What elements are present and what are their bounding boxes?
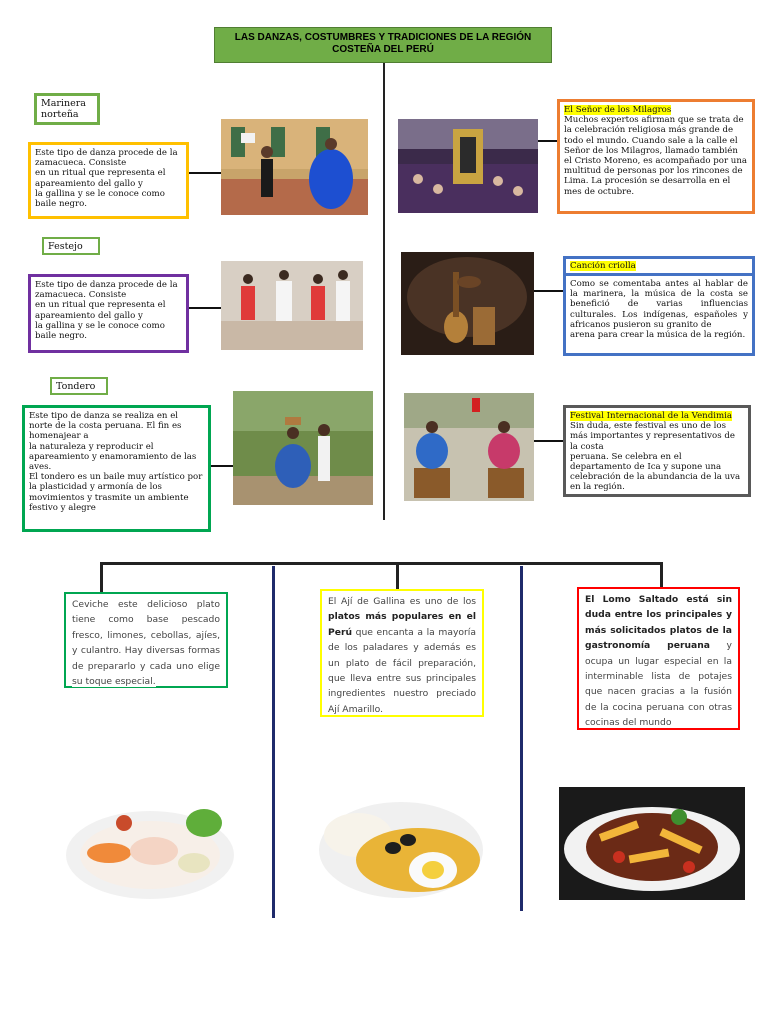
food-connector-drop [396,562,399,590]
aji-gallina-photo [318,790,485,901]
tradition-text: Muchos expertos afirman que se trata de la celebración religiosa más grande de todo el mundo. Cuando sale a la calle el Señor de los Milagros, llamado también el Cristo Moreno, es acompañado por una multitud de personas por los rincones de Lima. La procesión se desarrolla en el mes de octubre. [564,115,747,197]
tradition-vendimia [563,405,751,497]
connector [534,290,564,292]
tradition-heading: Canción criolla [570,261,636,271]
connector [538,140,558,142]
connector [534,440,564,442]
dance-text-festejo: Este tipo de danza procede de la zamacueca. Consiste en un ritual que representa el apareamiento del gallo y la gallina y se le conoce como baile negro. [28,274,189,353]
food-text-bold: platos más populares en el Perú [328,611,476,638]
dance-label-festejo: Festejo [42,237,100,255]
connector [189,307,221,309]
center-divider [383,63,385,520]
connector [189,172,221,174]
marinera-photo [221,119,368,215]
dance-text-marinera: Este tipo de danza procede de la zamacueca. Consiste en un ritual que representa el apareamiento del gallo y la gallina y se le conoce como baile negro. [28,142,189,219]
tradition-senor-milagros [557,99,755,214]
tradition-heading: Festival Internacional de la Vendimia [570,411,732,421]
page-title: LAS DANZAS, COSTUMBRES Y TRADICIONES DE LA REGIÓN COSTEÑA DEL PERÚ [214,27,552,63]
cancion-criolla-photo [401,252,534,355]
senor-milagros-photo [398,119,538,213]
food-divider [520,566,523,911]
vendimia-photo [404,393,534,501]
connector [211,465,233,467]
food-connector-drop [660,562,663,588]
festejo-photo [221,261,363,350]
lomo-saltado-photo [559,787,745,900]
dance-text-tondero: Este tipo de danza se realiza en el norte de la costa peruana. El fin es homenajear a la naturaleza y reproducir el apareamiento y enamoramiento de las aves. El tondero es un baile muy artístico por la plasticidad y armonía de los movimientos y trasmite un ambiente festivo y alegre [22,405,211,532]
tondero-photo [233,391,373,505]
food-text: El Ají de Gallina es uno de los [328,596,476,607]
food-lomo-saltado [577,587,740,730]
tradition-text: Sin duda, este festival es uno de los más importantes y representativos de la costa peruana. Se celebra en el departamento de Ica y supone una celebración de la abundancia de la uva en la región. [570,421,741,493]
tradition-heading: El Señor de los Milagros [564,105,672,115]
food-aji-gallina [320,589,484,717]
food-ceviche [64,592,228,688]
food-text-bold: El Lomo Saltado está sin duda entre los principales y más solicitados platos de la gastronomía peruana [585,594,732,652]
tradition-cancion-criolla [563,256,755,356]
food-text: y ocupa un lugar especial en la interminable lista de potajes que nacen gracias a la fusión de la cocina peruana con otras cocinas del mundo [585,640,732,729]
dance-label-tondero: Tondero [50,377,108,395]
food-divider [272,566,275,918]
food-connector-drop [100,562,103,592]
food-text: que encanta a la mayoría de los paladares y además es un plato de fácil preparación, que lleva entre sus principales ingredientes nuestro preciado Ají Amarillo. [328,626,476,715]
food-connector-bar [100,562,662,565]
dance-label-marinera: Marinera norteña [34,93,100,125]
food-text: Ceviche este delicioso plato tiene como base pescado fresco, limones, cebollas, ajíes, y culantro. Hay diversas formas de prepararlo y cada uno elige su toque especial. [72,599,220,688]
ceviche-photo [64,793,237,905]
tradition-text: Como se comentaba antes al hablar de la marinera, la música de la costa se benefició de varias influencias culturales. Los indígenas, españoles y africanos pusieron su granito de arena para crear la música de la región. [570,279,748,341]
